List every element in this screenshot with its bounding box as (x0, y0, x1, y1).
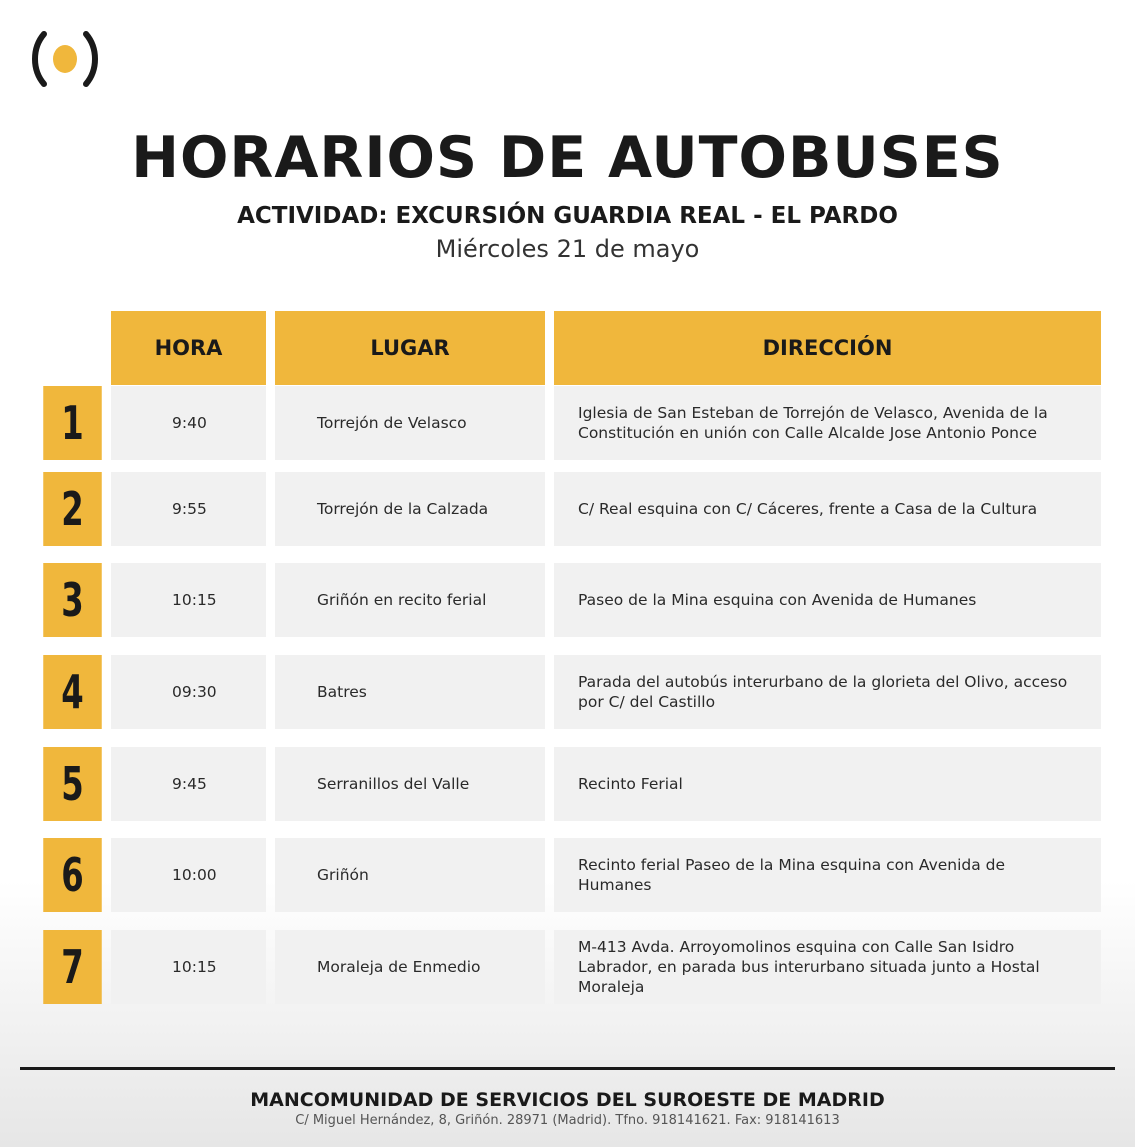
cell-lugar: Griñón en recito ferial (275, 563, 545, 637)
table-row (0, 563, 1135, 637)
cell-lugar: Serranillos del Valle (275, 747, 545, 821)
cell-direccion: Iglesia de San Esteban de Torrejón de Velasco, Avenida de la Constitución en unión con Calle Alcalde Jose Antonio Ponce (554, 386, 1101, 460)
column-header-lugar: LUGAR (275, 311, 545, 385)
row-number: 6 (43, 838, 102, 912)
activity-subtitle: ACTIVIDAD: EXCURSIÓN GUARDIA REAL - EL PARDO (237, 203, 898, 229)
column-header-direccion: DIRECCIÓN (554, 311, 1101, 385)
cell-direccion: M-413 Avda. Arroyomolinos esquina con Calle San Isidro Labrador, en parada bus interurbano situada junto a Hostal Moraleja (554, 930, 1101, 1004)
table-row (0, 472, 1135, 546)
table-row (0, 747, 1135, 821)
table-row (0, 838, 1135, 912)
row-number: 1 (43, 386, 102, 460)
row-number: 4 (43, 655, 102, 729)
row-number: 3 (43, 563, 102, 637)
row-number: 5 (43, 747, 102, 821)
row-number: 2 (43, 472, 102, 546)
cell-direccion: Parada del autobús interurbano de la glorieta del Olivo, acceso por C/ del Castillo (554, 655, 1101, 729)
table-row (0, 386, 1135, 460)
cell-direccion: Recinto ferial Paseo de la Mina esquina con Avenida de Humanes (554, 838, 1101, 912)
cell-lugar: Moraleja de Enmedio (275, 930, 545, 1004)
table-row (0, 930, 1135, 1004)
cell-lugar: Batres (275, 655, 545, 729)
footer-divider (20, 1067, 1115, 1070)
cell-hora: 9:55 (111, 472, 266, 546)
cell-hora: 10:15 (111, 563, 266, 637)
cell-hora: 09:30 (111, 655, 266, 729)
event-date: Miércoles 21 de mayo (435, 235, 700, 263)
cell-hora: 9:40 (111, 386, 266, 460)
logo-broadcast-icon (30, 24, 100, 94)
cell-hora: 9:45 (111, 747, 266, 821)
cell-direccion: Recinto Ferial (554, 747, 1101, 821)
cell-hora: 10:00 (111, 838, 266, 912)
organization-name: MANCOMUNIDAD DE SERVICIOS DEL SUROESTE DE MADRID (250, 1089, 885, 1111)
cell-lugar: Torrejón de Velasco (275, 386, 545, 460)
cell-hora: 10:15 (111, 930, 266, 1004)
column-header-hora: HORA (111, 311, 266, 385)
contact-info: C/ Miguel Hernández, 8, Griñón. 28971 (Madrid). Tfno. 918141621. Fax: 918141613 (295, 1113, 840, 1128)
page-title: HORARIOS DE AUTOBUSES (131, 125, 1004, 191)
table-row (0, 655, 1135, 729)
cell-direccion: Paseo de la Mina esquina con Avenida de Humanes (554, 563, 1101, 637)
cell-lugar: Griñón (275, 838, 545, 912)
cell-lugar: Torrejón de la Calzada (275, 472, 545, 546)
row-number: 7 (43, 930, 102, 1004)
cell-direccion: C/ Real esquina con C/ Cáceres, frente a Casa de la Cultura (554, 472, 1101, 546)
